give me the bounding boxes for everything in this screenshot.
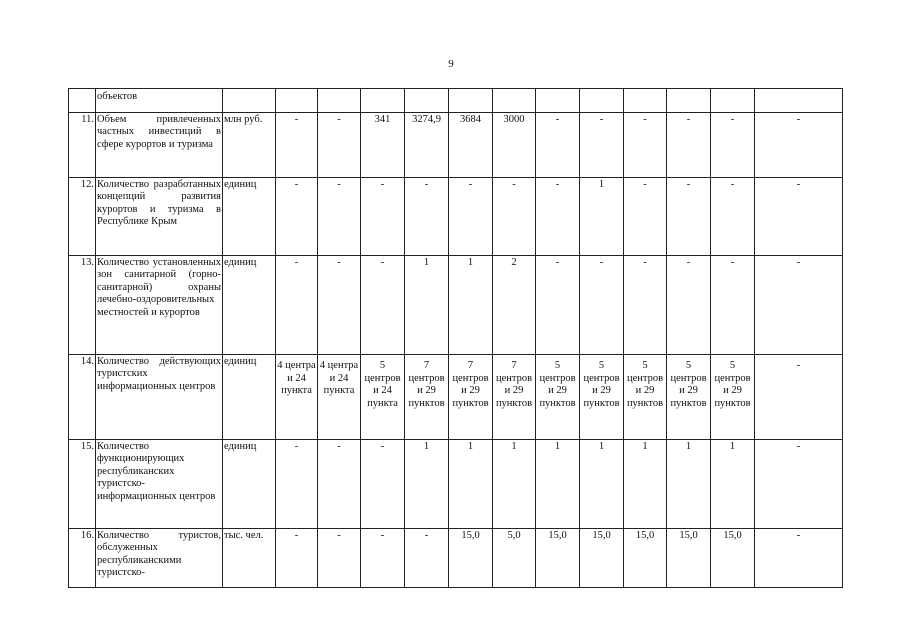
unit-cell: единиц [223,440,276,529]
page-number: 9 [448,58,454,70]
value-cell: 1 [405,256,449,355]
value-cell: 15,0 [624,529,667,588]
unit-cell [223,89,276,113]
value-cell: 15,0 [711,529,755,588]
value-cell: 1 [624,440,667,529]
table-row [69,529,843,588]
value-cell: 1 [580,178,624,256]
value-cell: - [276,256,318,355]
value-cell: - [361,256,405,355]
value-cell: - [580,256,624,355]
value-cell: 1 [667,440,711,529]
value-cell: - [361,178,405,256]
table-row [69,440,843,529]
value-cell: 2 [493,256,536,355]
value-cell: - [318,178,361,256]
value-cell [755,89,843,113]
value-cell: 15,0 [536,529,580,588]
value-cell: - [318,113,361,178]
value-cell [536,89,580,113]
value-cell [624,89,667,113]
table-row [69,178,843,256]
value-cell: 1 [449,256,493,355]
value-cell: - [449,178,493,256]
value-cell: - [493,178,536,256]
value-cell: - [536,256,580,355]
indicators-table [68,88,843,588]
value-cell: 7 центров и 29 пунктов [493,355,536,440]
value-cell: - [711,113,755,178]
indicator-name-cell: Количество разработанных концепций развития курортов и туризма в Республике Крым [96,178,223,256]
unit-cell: единиц [223,355,276,440]
value-cell: 5 центров и 29 пунктов [667,355,711,440]
value-cell: - [711,178,755,256]
value-cell: - [276,113,318,178]
value-cell: 1 [405,440,449,529]
value-cell: - [755,256,843,355]
value-cell: 7 центров и 29 пунктов [449,355,493,440]
value-cell: - [318,256,361,355]
unit-cell: единиц [223,256,276,355]
value-cell: - [624,178,667,256]
row-number-cell: 15. [69,440,96,529]
value-cell: - [361,529,405,588]
value-cell: - [711,256,755,355]
value-cell: 1 [493,440,536,529]
unit-cell: тыс. чел. [223,529,276,588]
value-cell: 5,0 [493,529,536,588]
value-cell: - [405,529,449,588]
value-cell: 5 центров и 29 пунктов [711,355,755,440]
row-number-cell: 12. [69,178,96,256]
table-row [69,89,843,113]
value-cell: 7 центров и 29 пунктов [405,355,449,440]
value-cell [580,89,624,113]
indicator-name-cell: Количество туристов, обслуженных республиканскими туристско- [96,529,223,588]
indicator-name-cell: Объем привлеченных частных инвестиций в сфере курортов и туризма [96,113,223,178]
row-number-cell: 14. [69,355,96,440]
value-cell: - [536,113,580,178]
value-cell [449,89,493,113]
value-cell [405,89,449,113]
value-cell: - [276,178,318,256]
value-cell: 1 [580,440,624,529]
value-cell: - [580,113,624,178]
value-cell: 1 [449,440,493,529]
value-cell: 5 центров и 24 пункта [361,355,405,440]
value-cell: - [755,529,843,588]
value-cell: - [276,529,318,588]
value-cell: 15,0 [667,529,711,588]
table-body [69,89,843,588]
value-cell: - [318,440,361,529]
value-cell: - [536,178,580,256]
indicator-name-cell: объектов [96,89,223,113]
value-cell: 1 [536,440,580,529]
value-cell: 341 [361,113,405,178]
value-cell [361,89,405,113]
value-cell: - [755,178,843,256]
value-cell [711,89,755,113]
value-cell: 4 центра и 24 пункта [276,355,318,440]
value-cell: - [755,113,843,178]
value-cell [667,89,711,113]
value-cell: 3684 [449,113,493,178]
value-cell: - [667,178,711,256]
value-cell: - [624,113,667,178]
value-cell: - [405,178,449,256]
value-cell: - [755,355,843,440]
table-row [69,113,843,178]
value-cell: 15,0 [449,529,493,588]
indicator-name-cell: Количество функционирующих республиканских туристско-информационных центров [96,440,223,529]
value-cell: 5 центров и 29 пунктов [580,355,624,440]
indicator-name-cell: Количество установленных зон санитарной (горно-санитарной) охраны лечебно-оздоровительных местностей и курортов [96,256,223,355]
indicator-name-cell: Количество действующих туристских информационных центров [96,355,223,440]
unit-cell: млн руб. [223,113,276,178]
value-cell: - [624,256,667,355]
value-cell: 5 центров и 29 пунктов [536,355,580,440]
value-cell: - [667,113,711,178]
value-cell: - [755,440,843,529]
value-cell: - [667,256,711,355]
value-cell: 4 центра и 24 пункта [318,355,361,440]
value-cell [276,89,318,113]
value-cell: - [361,440,405,529]
value-cell: 3274,9 [405,113,449,178]
value-cell: 15,0 [580,529,624,588]
value-cell: - [276,440,318,529]
table-row [69,355,843,440]
row-number-cell: 16. [69,529,96,588]
value-cell: 5 центров и 29 пунктов [624,355,667,440]
value-cell [493,89,536,113]
value-cell: 3000 [493,113,536,178]
row-number-cell: 11. [69,113,96,178]
value-cell [318,89,361,113]
table-row [69,256,843,355]
value-cell: - [318,529,361,588]
row-number-cell: 13. [69,256,96,355]
row-number-cell [69,89,96,113]
unit-cell: единиц [223,178,276,256]
value-cell: 1 [711,440,755,529]
